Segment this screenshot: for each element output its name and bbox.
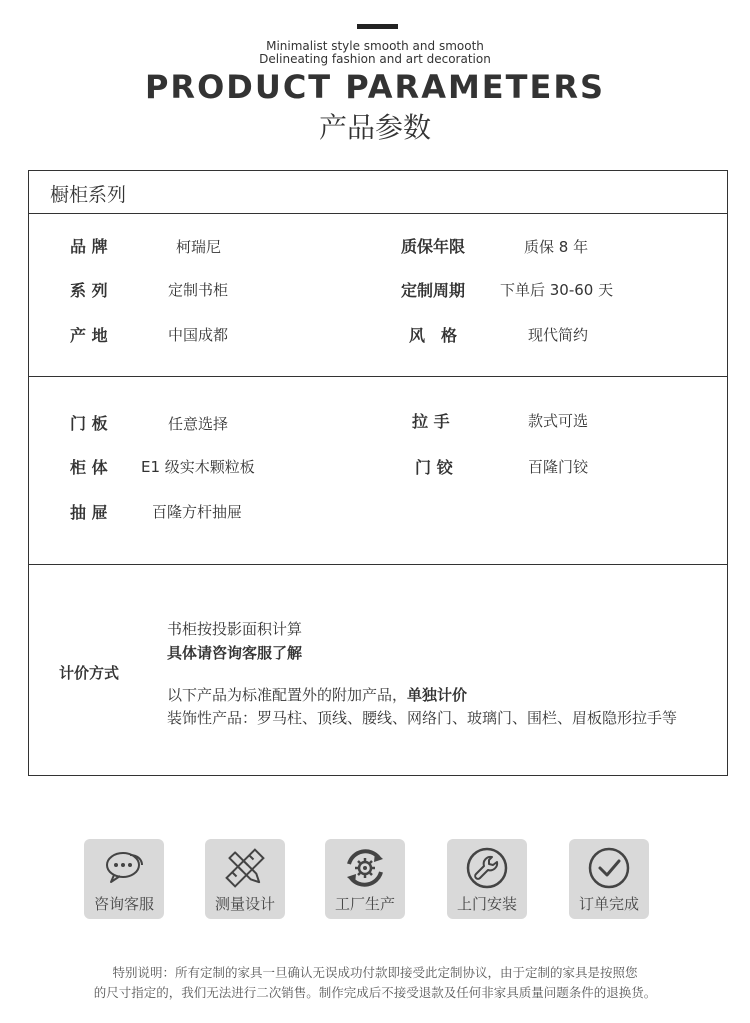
table-divider (29, 213, 727, 214)
step-install (447, 839, 527, 919)
pricing-label: 计价方式 (59, 664, 120, 682)
hinge-label: 门 铰 (415, 458, 453, 477)
brand-label: 品 牌 (70, 237, 108, 256)
gear-cycle-icon (343, 846, 387, 890)
footer-note-line1: 特别说明：所有定制的家具一旦确认无误成功付款即接受此定制协议，由于定制的家具是按照您 (112, 965, 638, 980)
hinge-value: 百隆门铰 (528, 458, 589, 476)
step-label: 上门安装 (456, 895, 517, 913)
origin-value: 中国成都 (168, 326, 229, 344)
header-accent-bar (357, 24, 398, 29)
step-complete (569, 839, 649, 919)
table-divider (29, 564, 727, 565)
series-value: 定制书柜 (168, 281, 229, 299)
brand-value: 柯瑞尼 (176, 238, 222, 256)
header-subtitle-line2: Delineating fashion and art decoration (259, 52, 491, 66)
drawer-label: 抽 屉 (70, 503, 108, 522)
cycle-label: 定制周期 (401, 281, 466, 300)
step-label: 测量设计 (214, 895, 275, 913)
handle-value: 款式可选 (528, 412, 589, 430)
series-title: 橱柜系列 (50, 184, 127, 206)
style-value: 现代简约 (528, 326, 589, 344)
series-label: 系 列 (70, 281, 108, 300)
pricing-line2: 具体请咨询客服了解 (167, 644, 303, 662)
pricing-line3 (167, 685, 467, 705)
footer-note-line2: 的尺寸指定的，我们无法进行二次销售。制作完成后不接受退款及任何非家具质量问题条件的退换货。 (93, 985, 657, 1000)
handle-label: 拉 手 (412, 412, 450, 431)
page-title-en: PRODUCT PARAMETERS (144, 68, 606, 106)
pricing-line3-prefix: 以下产品为标准配置外的附加产品， (167, 686, 408, 704)
step-measure (205, 839, 285, 919)
step-label: 工厂生产 (334, 895, 395, 913)
warranty-label: 质保年限 (401, 237, 466, 256)
pricing-line4: 装饰性产品：罗马柱、顶线、腰线、网络门、玻璃门、围栏、眉板隐形拉手等 (167, 709, 678, 727)
style-label: 风 格 (409, 326, 458, 345)
header-subtitle-line1: Minimalist style smooth and smooth (266, 39, 484, 53)
pricing-line3-bold: 单独计价 (407, 686, 468, 704)
wrench-icon (465, 846, 509, 890)
drawer-value: 百隆方杆抽屉 (152, 503, 243, 521)
warranty-value: 质保 8 年 (524, 238, 589, 256)
parameters-table (28, 170, 728, 776)
door-panel-label: 门 板 (70, 414, 108, 433)
door-panel-value: 任意选择 (168, 415, 229, 433)
page-title-cn: 产品参数 (318, 111, 431, 144)
table-divider (29, 376, 727, 377)
cabinet-body-value: E1 级实木颗粒板 (141, 458, 255, 476)
pricing-line1: 书柜按投影面积计算 (167, 620, 303, 638)
check-circle-icon (587, 846, 631, 890)
step-label: 咨询客服 (93, 895, 154, 913)
chat-bubbles-icon (102, 846, 146, 890)
cabinet-body-label: 柜 体 (70, 458, 108, 477)
step-consult (84, 839, 164, 919)
step-production (325, 839, 405, 919)
step-label: 订单完成 (578, 895, 639, 913)
cycle-value: 下单后 30-60 天 (500, 281, 614, 299)
origin-label: 产 地 (70, 326, 108, 345)
ruler-pencil-icon (223, 846, 267, 890)
